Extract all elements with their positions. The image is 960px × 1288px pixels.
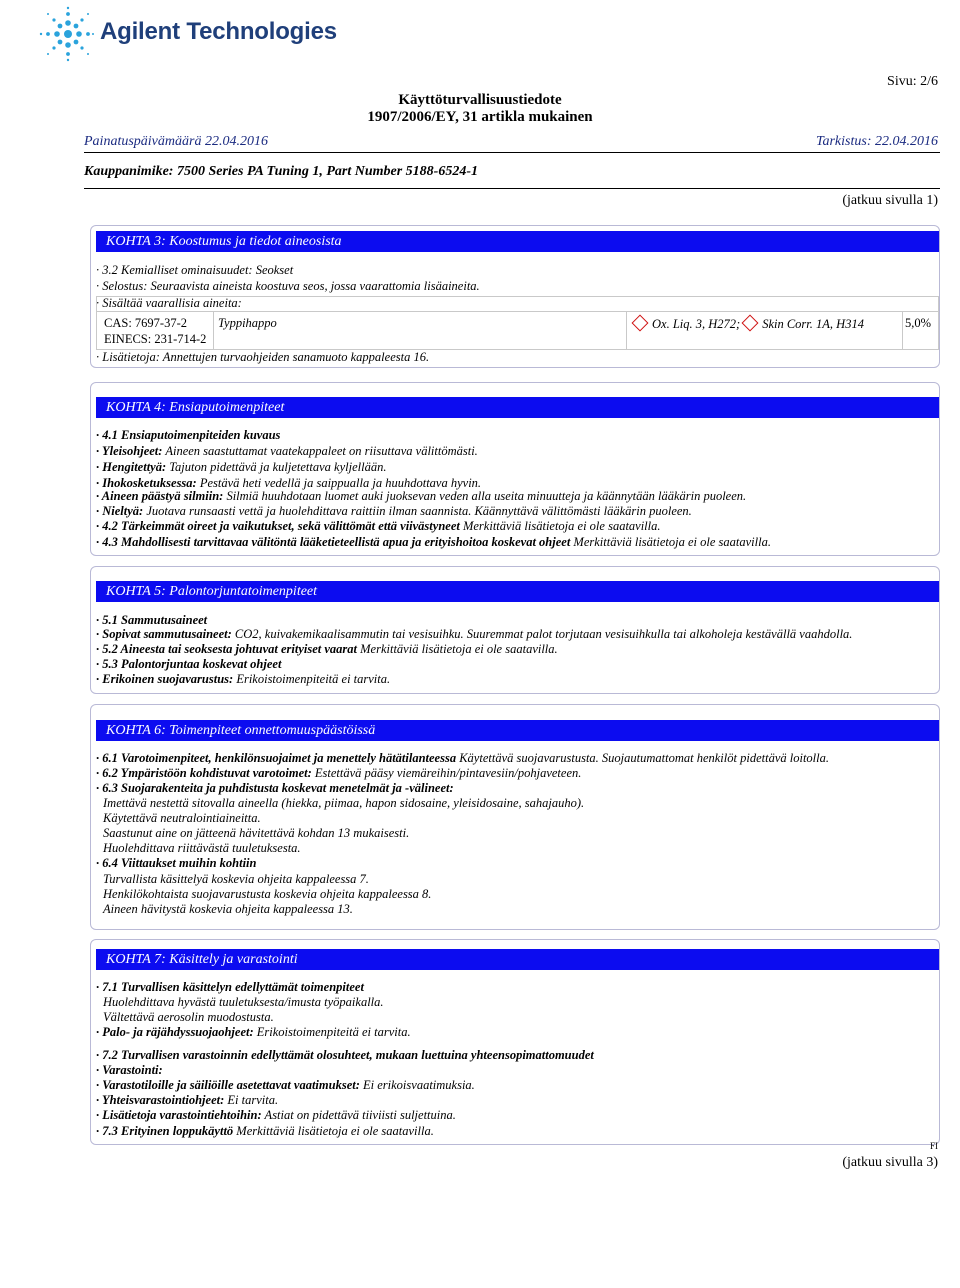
section-6-3-text: Imettävä nestettä sitovalla aineella (hiekka, piimaa, hapon sidosaine, yleisidosaine, sahajauho).: [103, 796, 585, 810]
section-3-additional-info: · Lisätietoja: Annettujen turvaohjeiden sanamuoto kappaleesta 16.: [96, 350, 430, 364]
corrosion-ghs-icon: [742, 315, 759, 332]
section-5-title: KOHTA 5: Palontorjuntatoimenpiteet: [96, 581, 939, 602]
eye-contact-advice: · Aineen päästyä silmiin: Silmiä huuhdotaan luomet auki juoksevan veden alla useita minuutteja ja käännytään lääkärin puoleen.: [96, 489, 747, 503]
section-6-2: · 6.2 Ympäristöön kohdistuvat varotoimet: Estettävä pääsy viemäreihin/pintavesiin/pohjaveteen.: [96, 766, 582, 780]
table-line: [96, 311, 939, 312]
document-title: Käyttöturvallisuustiedote: [398, 92, 562, 108]
section-7-title: KOHTA 7: Käsittely ja varastointi: [96, 949, 939, 970]
revision-date: Tarkistus: 22.04.2016: [815, 134, 938, 149]
section-6-title: KOHTA 6: Toimenpiteet onnettomuuspäästöissä: [96, 720, 939, 741]
section-7-3: · 7.3 Erityinen loppukäyttö Merkittäviä lisätietoja ei ole saatavilla.: [96, 1124, 434, 1138]
storage-additional-info: · Lisätietoja varastointiehtoihin: Astiat on pidettävä tiiviisti suljettuina.: [96, 1108, 456, 1122]
cas-number: CAS: 7697-37-2: [104, 316, 187, 330]
section-5-3-heading: · 5.3 Palontorjuntaa koskevat ohjeet: [96, 657, 282, 671]
section-5-2: · 5.2 Aineesta tai seoksesta johtuvat erityiset vaarat Merkittäviä lisätietoja ei ole saatavilla.: [96, 642, 558, 656]
section-5-1-heading: · 5.1 Sammutusaineet: [96, 613, 208, 627]
section-6-3-text: Huolehdittava riittävästä tuuletuksesta.: [103, 841, 301, 855]
section-7-1-text: Huolehdittava hyvästä tuuletuksesta/imusta työpaikalla.: [103, 995, 384, 1009]
hazardous-substances-label: · Sisältää vaarallisia aineita:: [96, 296, 242, 310]
general-advice: · Yleisohjeet: Aineen saastuttamat vaatekappaleet on riisuttava välittömästi.: [96, 444, 478, 458]
section-6-4-text: Turvallista käsittelyä koskevia ohjeita kappaleessa 7.: [103, 872, 369, 886]
storage-label: · Varastointi:: [96, 1063, 163, 1077]
agilent-spark-icon: [30, 6, 94, 62]
section-4-title: KOHTA 4: Ensiaputoimenpiteet: [96, 397, 939, 418]
section-3-description: · Selostus: Seuraavista aineista koostuva seos, jossa vaarattomia lisäaineita.: [96, 279, 480, 293]
section-6-3-text: Käytettävä neutralointiaineitta.: [103, 811, 261, 825]
section-4-1-heading: · 4.1 Ensiaputoimenpiteiden kuvaus: [96, 428, 281, 442]
skin-contact-advice: · Ihokosketuksessa: Pestävä heti vedellä ja saippualla ja huuhdottava hyvin.: [96, 476, 482, 490]
protective-equipment: · Erikoinen suojavarustus: Erikoistoimenpiteitä ei tarvita.: [96, 672, 391, 686]
trade-name: Kauppanimike: 7500 Series PA Tuning 1, Part Number 5188-6524-1: [84, 164, 478, 179]
continued-on: (jatkuu sivulla 3): [842, 1155, 938, 1170]
section-6-4-text: Henkilökohtaista suojavarustusta koskevia ohjeita kappaleessa 8.: [103, 887, 432, 901]
print-date: Painatuspäivämäärä 22.04.2016: [84, 134, 268, 149]
trade-name-divider: [84, 188, 940, 189]
ingestion-advice: · Nieltyä: Juotava runsaasti vettä ja huolehdittava raittiin ilman saannista. Käännyttävä välittömästi lääkärin puoleen.: [96, 504, 692, 518]
substance-name: Typpihappo: [218, 316, 277, 330]
joint-storage: · Yhteisvarastointiohjeet: Ei tarvita.: [96, 1093, 279, 1107]
section-3-title: KOHTA 3: Koostumus ja tiedot aineosista: [96, 231, 939, 252]
storage-requirements: · Varastotiloille ja säiliöille asetettavat vaatimukset: Ei erikoisvaatimuksia.: [96, 1078, 475, 1092]
section-4-2: · 4.2 Tärkeimmät oireet ja vaikutukset, sekä välittömät että viivästyneet Merkittäviä lisätietoja ei ole saatavilla.: [96, 519, 661, 533]
page-number: Sivu: 2/6: [887, 74, 938, 89]
suitable-extinguishing-media: · Sopivat sammutusaineet: CO2, kuivakemikaalisammutin tai vesisuihku. Suuremmat palot torjutaan vesisuihkulla tai alkoholeja kestävällä vaahdolla.: [96, 627, 853, 641]
fire-explosion-protection: · Palo- ja räjähdyssuojaohjeet: Erikoistoimenpiteitä ei tarvita.: [96, 1025, 411, 1039]
inhalation-advice: · Hengitettyä: Tajuton pidettävä ja kuljetettava kyljellään.: [96, 460, 387, 474]
oxidizer-ghs-icon: [632, 315, 649, 332]
section-3-2-heading: · 3.2 Kemialliset ominaisuudet: Seokset: [96, 263, 294, 277]
section-7-2-heading: · 7.2 Turvallisen varastoinnin edellyttämät olosuhteet, mukaan luettuina yhteensopimattomuudet: [96, 1048, 594, 1062]
company-logo: [30, 6, 370, 62]
section-7-1-heading: · 7.1 Turvallisen käsittelyn edellyttämät toimenpiteet: [96, 980, 364, 994]
table-line: [213, 311, 214, 349]
section-6-1: · 6.1 Varotoimenpiteet, henkilönsuojaimet ja menettely hätätilanteessa Käytettävä suojavarustusta. Suojautumattomat henkilöt pidettävä loitolla.: [96, 751, 829, 765]
table-line: [626, 311, 627, 350]
concentration: 5,0%: [905, 316, 932, 330]
section-6-3-text: Saastunut aine on jätteenä hävitettävä kohdan 13 mukaisesti.: [103, 826, 410, 840]
section-7-1-text: Vältettävä aerosolin muodostusta.: [103, 1010, 274, 1024]
logo-wordmark: Agilent Technologies: [100, 18, 337, 45]
section-6-4-text: Aineen hävitystä koskevia ohjeita kappaleessa 13.: [103, 902, 353, 916]
section-6-3-heading: · 6.3 Suojarakenteita ja puhdistusta koskevat menetelmät ja -välineet:: [96, 781, 454, 795]
section-4-3: · 4.3 Mahdollisesti tarvittavaa välitöntä lääketieteellistä apua ja erityishoitoa koskevat ohjeet Merkittäviä lisätietoja ei ole saatavilla.: [96, 535, 771, 549]
einecs-number: EINECS: 231-714-2: [104, 332, 207, 346]
header-divider: [84, 152, 940, 153]
table-line: [902, 311, 903, 350]
section-6-4-heading: · 6.4 Viittaukset muihin kohtiin: [96, 856, 257, 870]
document-regulation: 1907/2006/EY, 31 artikla mukainen: [367, 109, 593, 125]
hazard-classification: Ox. Liq. 3, H272; Skin Corr. 1A, H314: [630, 317, 864, 332]
continued-from: (jatkuu sivulla 1): [842, 193, 938, 208]
language-code: FI: [929, 1141, 938, 1151]
